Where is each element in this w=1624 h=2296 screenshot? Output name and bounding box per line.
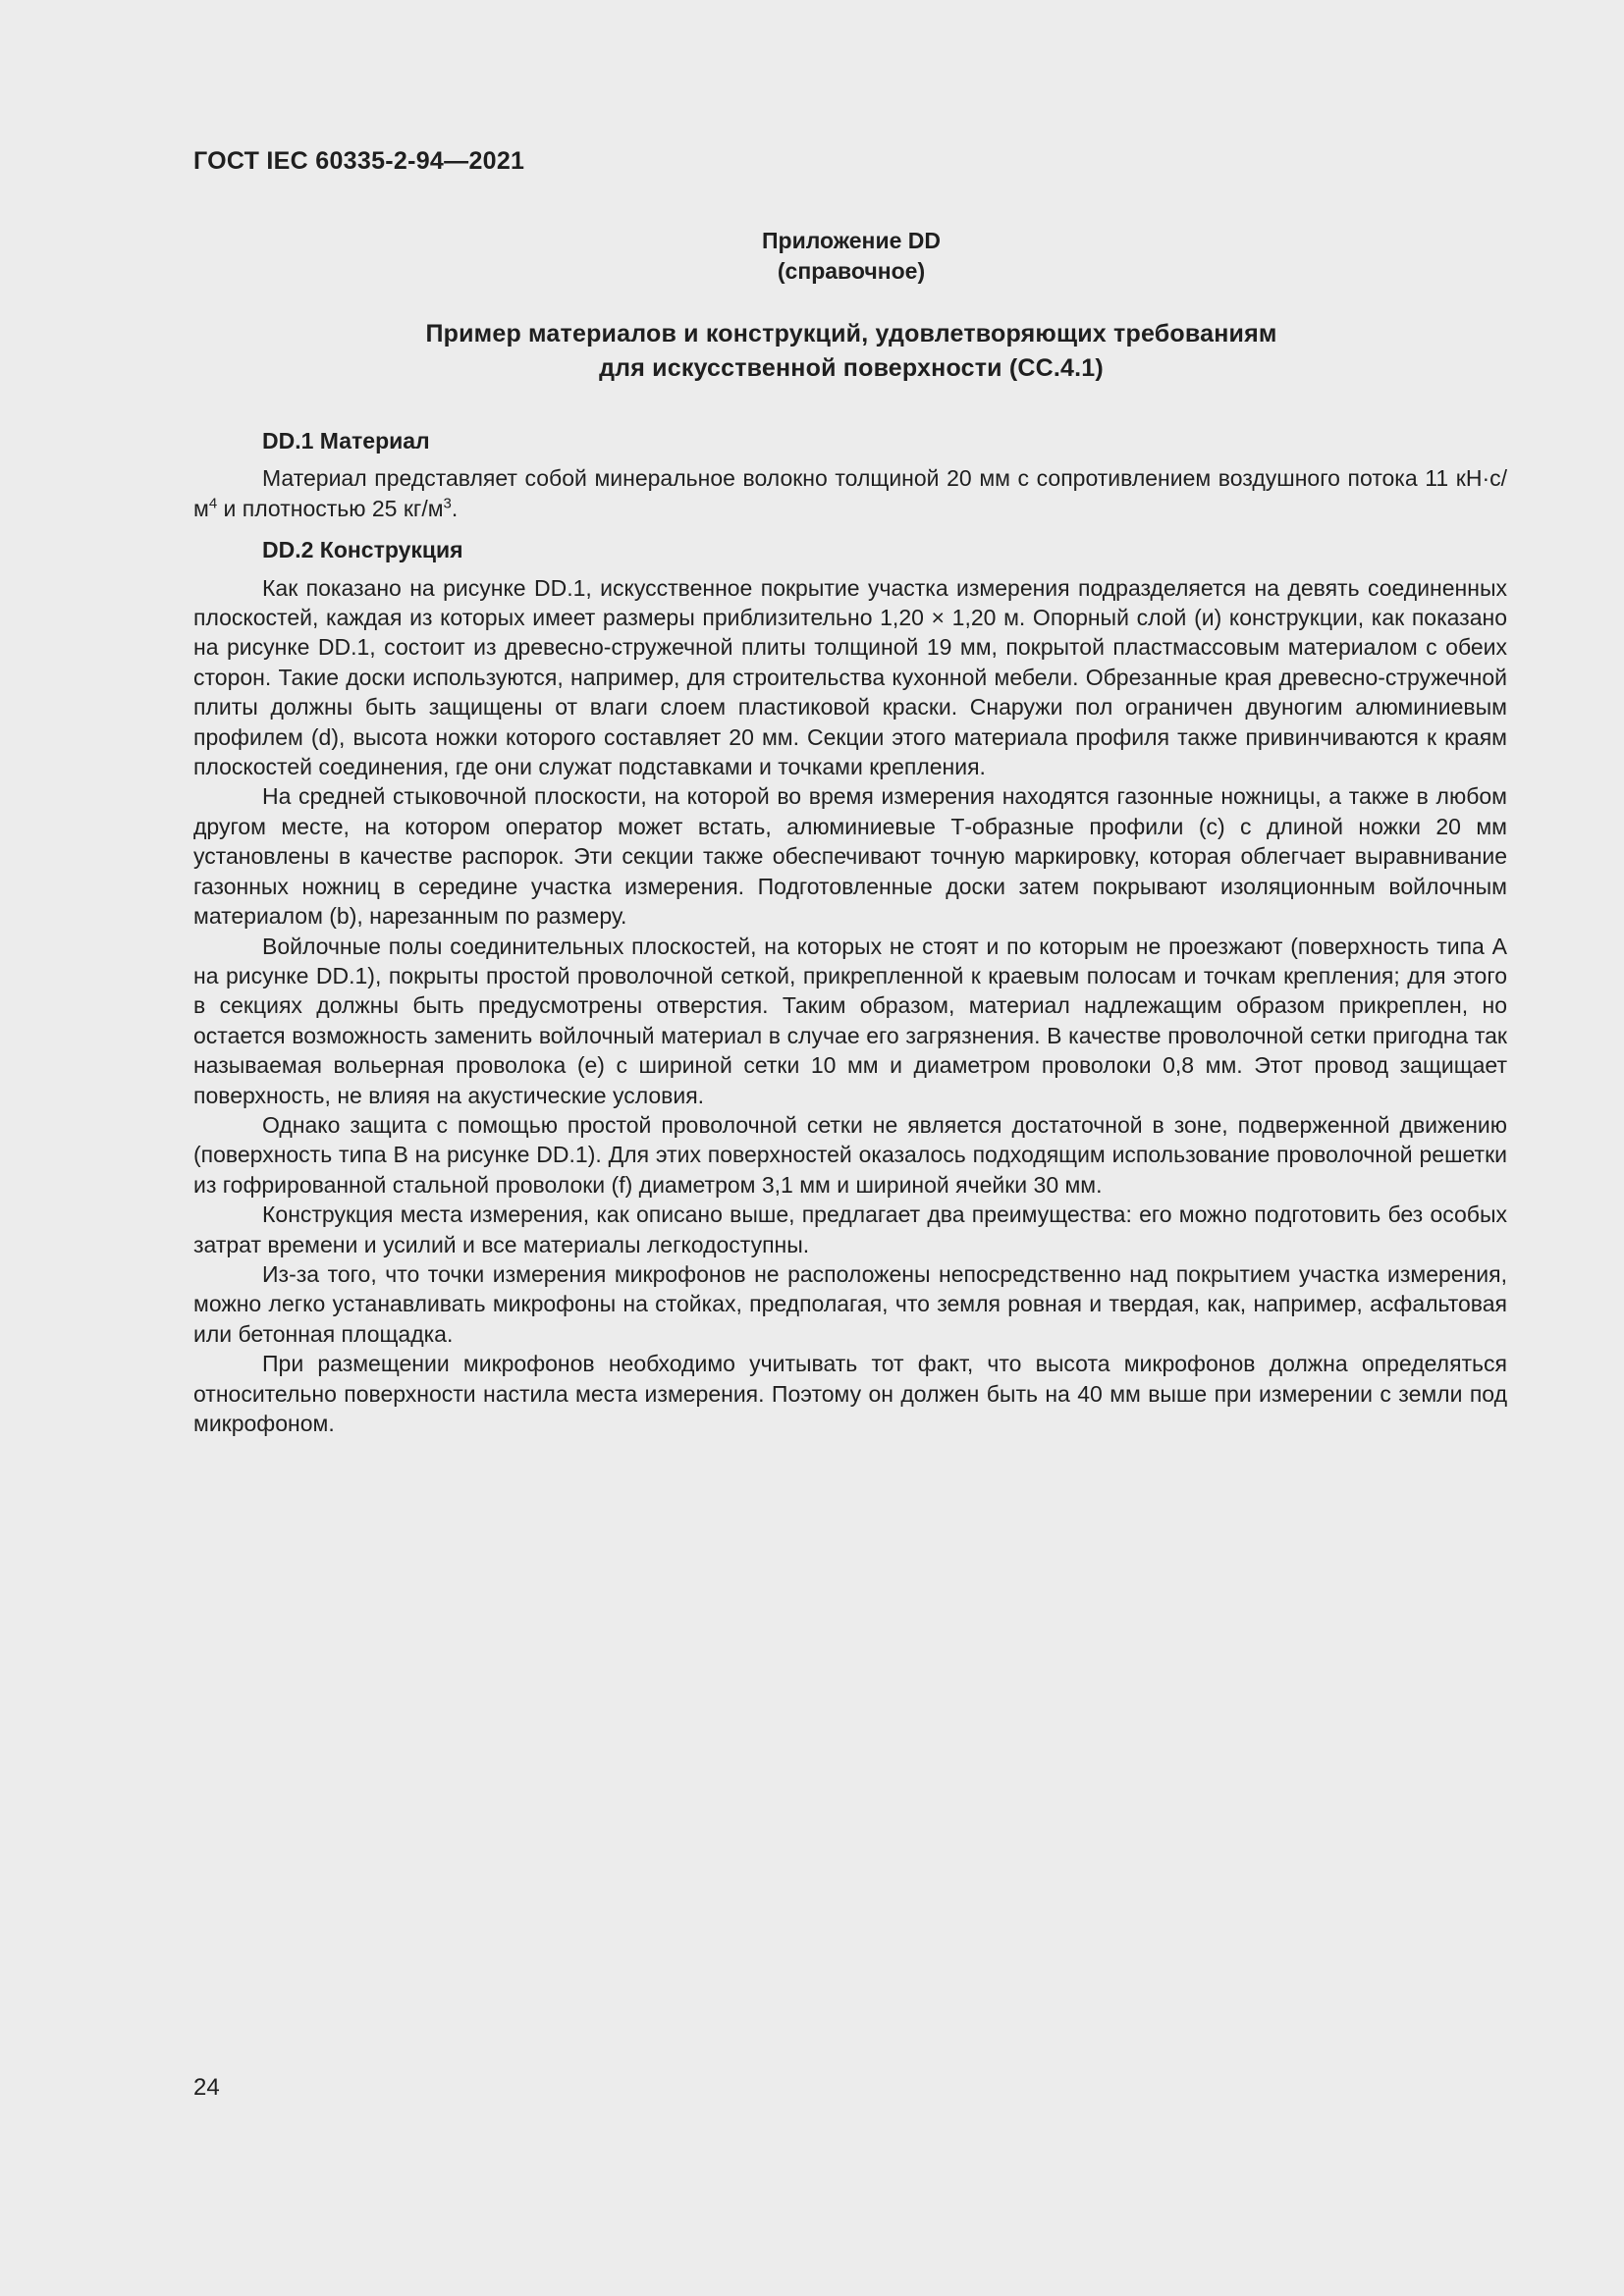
construction-paragraph-6: Из-за того, что точки измерения микрофонов не расположены непосредственно над покрытием участка измерения, можно легко устанавливать микрофоны на стойках, предполагая, что земля ровная и твердая, как, например, асфальтовая или бетонная площадка. [193, 1260, 1507, 1347]
page-number: 24 [193, 2074, 220, 2101]
annex-heading [193, 226, 1509, 287]
annex-type: (справочное) [777, 258, 926, 284]
material-text-part-2: и плотностью 25 кг/м [217, 495, 444, 521]
annex-title-line-2: для искусственной поверхности (СС.4.1) [599, 354, 1104, 382]
annex-label: Приложение DD [761, 228, 941, 253]
construction-paragraph-1: Как показано на рисунке DD.1, искусственное покрытие участка измерения подразделяется на девять соединенных плоскостей, каждая из которых имеет размеры приблизительно 1,20 × 1,20 м. Опорный слой (и) конструкции, как показано на рисунке DD.1, состоит из древесно-стружечной плиты толщиной 19 мм, покрытой пластмассовым материалом с обеих сторон. Такие доски используются, например, для строительства кухонной мебели. Обрезанные края древесно-стружечной плиты должны быть защищены от влаги слоем пластиковой краски. Снаружи пол ограничен двуногим алюминиевым профилем (d), высота ножки которого составляет 20 мм. Секции этого материала профиля также привинчиваются к краям плоскостей соединения, где они служат подставками и точками крепления. [193, 574, 1507, 780]
material-text-part-1: Материал представляет собой минеральное волокно толщиной 20 мм с сопротивлением воздушного потока 11 кН·с/м [193, 465, 1507, 521]
section-heading-construction: DD.2 Конструкция [262, 537, 463, 563]
section-gap [193, 523, 1507, 535]
material-text-part-3: . [451, 495, 459, 521]
section-heading-material: DD.1 Материал [262, 428, 430, 454]
document-header: ГОСТ IEC 60335-2-94—2021 [193, 147, 525, 175]
annex-title-line-1: Пример материалов и конструкций, удовлетворяющих требованиям [425, 320, 1277, 347]
construction-paragraph-4: Однако защита с помощью простой проволочной сетки не является достаточной в зоне, подверженной движению (поверхность типа В на рисунке DD.1). Для этих поверхностей оказалось подходящим использование проволочной решетки из гофрированной стальной проволоки (f) диаметром 3,1 мм и шириной ячейки 30 мм. [193, 1111, 1507, 1198]
construction-paragraph-5: Конструкция места измерения, как описано выше, предлагает два преимущества: его можно подготовить без особых затрат времени и усилий и все материалы легкодоступны. [193, 1201, 1507, 1257]
construction-paragraph-3: Войлочные полы соединительных плоскостей, на которых не стоят и по которым не проезжают (поверхность типа А на рисунке DD.1), покрыты простой проволочной сеткой, прикрепленной к краевым полосам и точкам крепления; для этого в секциях должны быть предусмотрены отверстия. Таким образом, материал надлежащим образом прикреплен, но остается возможность заменить войлочный материал в случае его загрязнения. В качестве проволочной сетки пригодна так называемая вольерная проволока (е) с шириной сетки 10 мм и диаметром проволоки 0,8 мм. Этот провод защищает поверхность, не влияя на акустические условия. [193, 933, 1507, 1108]
annex-title [193, 317, 1509, 386]
document-body [193, 426, 1507, 1438]
construction-paragraph-7: При размещении микрофонов необходимо учитывать тот факт, что высота микрофонов должна определяться относительно поверхности настила места измерения. Поэтому он должен быть на 40 мм выше при измерении с земли под микрофоном. [193, 1351, 1507, 1436]
section-material-paragraph [193, 463, 1507, 523]
material-superscript-4: 4 [208, 495, 218, 512]
material-superscript-3: 3 [443, 495, 452, 512]
construction-paragraph-2: На средней стыковочной плоскости, на которой во время измерения находятся газонные ножницы, а также в любом другом месте, на котором оператор может встать, алюминиевые Т-образные профили (с) с длиной ножки 20 мм установлены в качестве распорок. Эти секции также обеспечивают точную маркировку, которая облегчает выравнивание газонных ножниц в середине участка измерения. Подготовленные доски затем покрывают изоляционным войлочным материалом (b), нарезанным по размеру. [193, 783, 1507, 930]
